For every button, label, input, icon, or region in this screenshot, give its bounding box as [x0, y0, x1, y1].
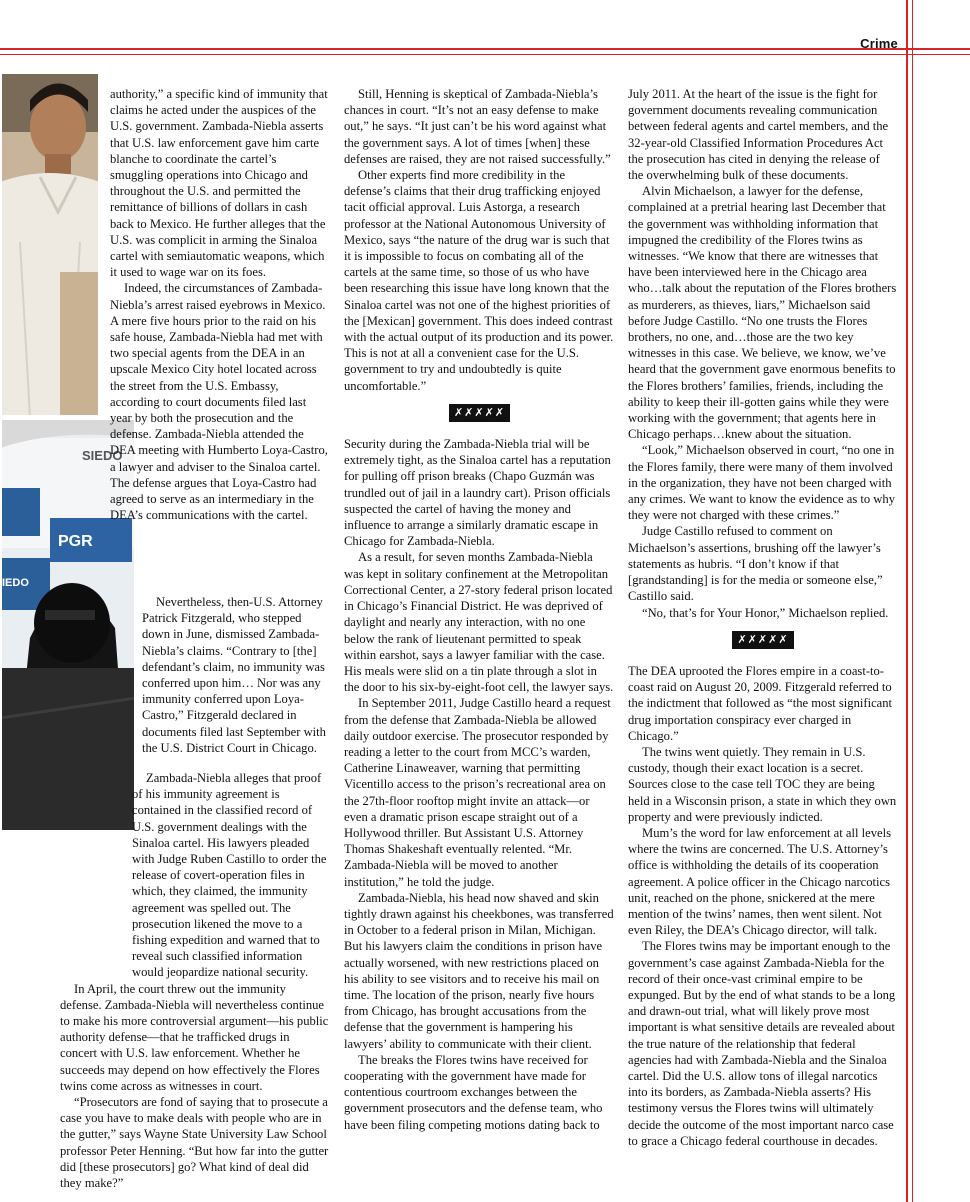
- col3-paragraph-6: The DEA uprooted the Flores empire in a coast-to-coast raid on August 20, 2009. Fitzgerald referred to the indictment that followed as “the most significant drug importation conspiracy ever charged in Chicago.”: [628, 663, 893, 743]
- sign-siedo-left: IEDO: [2, 577, 29, 589]
- col2-paragraph-7: The breaks the Flores twins have received for cooperating with the government have made for contentious courtroom exchanges between the government prosecutors and the defense team, who have been filing competing motions dating back to: [344, 1052, 603, 1132]
- col1-paragraph-1: authority,” a specific kind of immunity that claims he acted under the auspices of the U.S. government. Zambada-Niebla asserts that U.S. law enforcement gave him carte blanche to coordinate the cartel’s smuggling operations into Chicago and throughout the U.S. and permitted the remittance of billions of dollars in cash back to Mexico. He further alleges that the U.S. was complicit in arming the Sinaloa cartel with semiautomatic weapons, which it used to wage war on its foes.: [110, 87, 328, 280]
- separator-dingbat-2: ✗✗✗✗✗: [732, 631, 793, 649]
- separator-dingbat: ✗✗✗✗✗: [449, 404, 510, 422]
- col2-paragraph-1: Still, Henning is skeptical of Zambada-Niebla’s chances in court. “It’s not an easy defense to make out,” he says. “It just can’t be his word against what the government says. A lot of times [when] these defenses are raised, they are not raised successfully.”: [344, 87, 611, 166]
- col3-paragraph-4: Judge Castillo refused to comment on Michaelson’s assertions, brushing off the lawyer’s statements as hubris. “I don’t know if that [grandstanding] is for the media or someone else,” Castillo said.: [628, 524, 883, 604]
- sign-siedo-top: SIEDO: [82, 448, 123, 463]
- top-rule: [0, 48, 970, 50]
- col1-paragraph-2: Indeed, the circumstances of Zambada-Niebla’s arrest raised eyebrows in Mexico. A mere five hours prior to the raid on his safe house, Zambada-Niebla had met with two special agents from the DEA in an upscale Mexico City hotel located across the street from the U.S. Embassy, according to court documents filed last year by both the prosecution and the defense. Zambada-Niebla attended the DEA meeting with Humberto Loya-Castro, a lawyer and adviser to the Sinaloa cartel. The defense argues that Loya-Castro had agreed to serve as an intermediary in the DEA’s communications with the cartel.: [110, 281, 328, 523]
- col3-paragraph-9: The Flores twins may be important enough to the government’s case against Zambada-Niebla for the record of their once-vast criminal empire to be expunged. But by the end of what stands to be a long and drawn-out trial, what will likely prove most important is what sensitive details are revealed about the true nature of the relationship that federal agencies had with Zambada-Niebla and the Sinaloa cartel. Did the U.S. allow tons of illegal narcotics into its borders, as Zambada-Niebla asserts? His testimony versus the Flores twins will ultimately decide the outcome of the most important narco case to grace a Chicago federal courthouse in decades.: [628, 939, 896, 1148]
- col2-paragraph-5: In September 2011, Judge Castillo heard a request from the defense that Zambada-Niebla be allowed daily outdoor exercise. The prosecutor responded by reading a letter to the court from MCC’s warden, Catherine Linaweaver, warning that permitting Vicentillo access to the prison’s recreational area on the 27th-floor rooftop might invite an attack—or even a dramatic prison escape straight out of a Hollywood thriller. But Assistant U.S. Attorney Thomas Shakeshaft eventually relented. “Mr. Zambada-Niebla will be moved to another institution,” he told the judge.: [344, 696, 611, 889]
- article-column-2: [344, 86, 615, 1133]
- col2-paragraph-4: As a result, for seven months Zambada-Niebla was kept in solitary confinement at the Metropolitan Correctional Center, a 27-story federal prison located in Chicago’s Financial District. He was deprived of daylight and nearly any interaction, with no one below the rank of lieutenant permitted to speak within earshot, says a lawyer familiar with the case. His meals were slid on a tin plate through a slot in the door to his six-by-eight-foot cell, the lawyer says.: [344, 550, 614, 695]
- col1-paragraph-5: In April, the court threw out the immunity defense. Zambada-Niebla will nevertheless continue to make his more controversial argument—his public authority defense—that he trafficked drugs in concert with U.S. law enforcement. Whether he succeeds may depend on how effectively the Flores twins come across as witnesses in court.: [60, 981, 329, 1093]
- right-rule: [906, 0, 908, 1202]
- section-separator-1: [344, 404, 615, 422]
- col3-paragraph-8: Mum’s the word for law enforcement at all levels where the twins are concerned. The U.S. Attorney’s office is withholding the details of its cooperation agreement. A police officer in the Chicago narcotics unit, reached on the phone, snickered at the mere mention of the twins’ names, then went silent. Not even Riley, the DEA’s Chicago director, will talk.: [628, 825, 891, 938]
- col2-paragraph-6: Zambada-Niebla, his head now shaved and skin tightly drawn against his cheekbones, was transferred in October to a federal prison in Milan, Michigan. But his lawyers claim the conditions in prison have actually worsened, with new restrictions placed on his ability to see visitors and to receive his mail on time. The location of the prison, nearly five hours from Chicago, has brought accusations from the defense that the government is hampering his lawyers’ ability to communicate with their client.: [344, 890, 614, 1051]
- col1-paragraph-2-lead: [110, 280, 329, 523]
- article-column-1-lower: [60, 770, 329, 1191]
- article-column-1: [60, 86, 329, 523]
- right-rule-2: [912, 0, 913, 1202]
- col3-paragraph-1: July 2011. At the heart of the issue is the fight for government documents revealing communication between federal agents and cartel members, and the 32-year-old Classified Information Procedures Act the prosecution has cited in denying the release of the overwhelming bulk of these documents.: [628, 87, 889, 183]
- col1-paragraph-6: “Prosecutors are fond of saying that to prosecute a case you have to make deals with people who are in the gutter,” says Wayne State University Law School professor Peter Henning. “But how far into the gutter did [these prosecutors] go? What kind of deal did they make?”: [60, 1095, 329, 1191]
- top-rule-2: [0, 54, 970, 55]
- article-column-1-wrap: [142, 594, 329, 756]
- col2-paragraph-3: Security during the Zambada-Niebla trial will be extremely tight, as the Sinaloa cartel has a reputation for pulling off prison breaks (Chapo Guzmán was trundled out of jail in a laundry cart). Prison officials suspected the cartel of having the money and influence to arrange a similarly dramatic escape in Chicago for Zambada-Niebla.: [344, 437, 611, 549]
- col3-paragraph-7: The twins went quietly. They remain in U.S. custody, though their exact location is a secret. Sources close to the case tell TOC they are being held in a Wisconsin prison, a state in which they own property and were previously indicted.: [628, 744, 897, 824]
- col1-paragraph-3: Nevertheless, then-U.S. Attorney Patrick Fitzgerald, who stepped down in June, dismissed Zambada-Niebla’s claims. “Contrary to [the] defendant’s claim, no immunity was conferred upon him… Nor was any immunity conferred upon Loya-Castro,” Fitzgerald declared in documents filed last September with the U.S. District Court in Chicago.: [142, 595, 326, 755]
- col3-paragraph-2: Alvin Michaelson, a lawyer for the defense, complained at a pretrial hearing last December that the government was withholding information that impugned the credibility of the Flores twins as witnesses. “We know that there are witnesses that have been interviewed here in the Chicago area who…talk about the reputation of the Flores brothers as murderers, as thieves, liars,” Michaelson said before Judge Castillo. “No one trusts the Flores brothers, no one, and…those are the two key witnesses in this case. We believe, we know, we’ve heard that the government gave enormous benefits to the Flores brothers’ families, friends, including the ability to keep their ill-gotten gains while they were working with the government; that agents here in Chicago perhaps…knew about the situation.: [628, 184, 897, 442]
- col2-paragraph-2: Other experts find more credibility in the defense’s claims that their drug trafficking enjoyed tacit official approval. Luis Astorga, a research professor at the National Autonomous University of Mexico, says “the nature of the drug war is such that it is impossible to focus on combating all of the cartels at the same time, so those of us who have been researching this issue have long known that the Sinaloa cartel was not one of the highest priorities of the [Mexican] government. This does indeed contrast with the actual output of its production and its power. This is not at all a convenient case for the U.S. government to try and undoubtedly is quite uncomfortable.”: [344, 168, 614, 393]
- col3-paragraph-5: “No, that’s for Your Honor,” Michaelson replied.: [642, 605, 889, 620]
- section-label: Crime: [860, 36, 898, 51]
- section-separator-2: [628, 631, 898, 649]
- article-column-3: [628, 86, 898, 1149]
- col3-paragraph-3: “Look,” Michaelson observed in court, “no one in the Flores family, there were many of them involved in the organization, they have not been charged with any crimes. We want to know the evidence as to why they were not charged with these crimes.”: [628, 443, 895, 523]
- col1-paragraph-4: Zambada-Niebla alleges that proof of his immunity agreement is contained in the classified record of U.S. government dealings with the Sinaloa cartel. His lawyers pleaded with Judge Ruben Castillo to order the release of covert-operation files in which, they claimed, the immunity agreement was spelled out. The prosecution likened the move to a fishing expedition and warned that to reveal such classified information would jeopardize national security.: [132, 771, 327, 980]
- sign-pgr: PGR: [58, 533, 93, 550]
